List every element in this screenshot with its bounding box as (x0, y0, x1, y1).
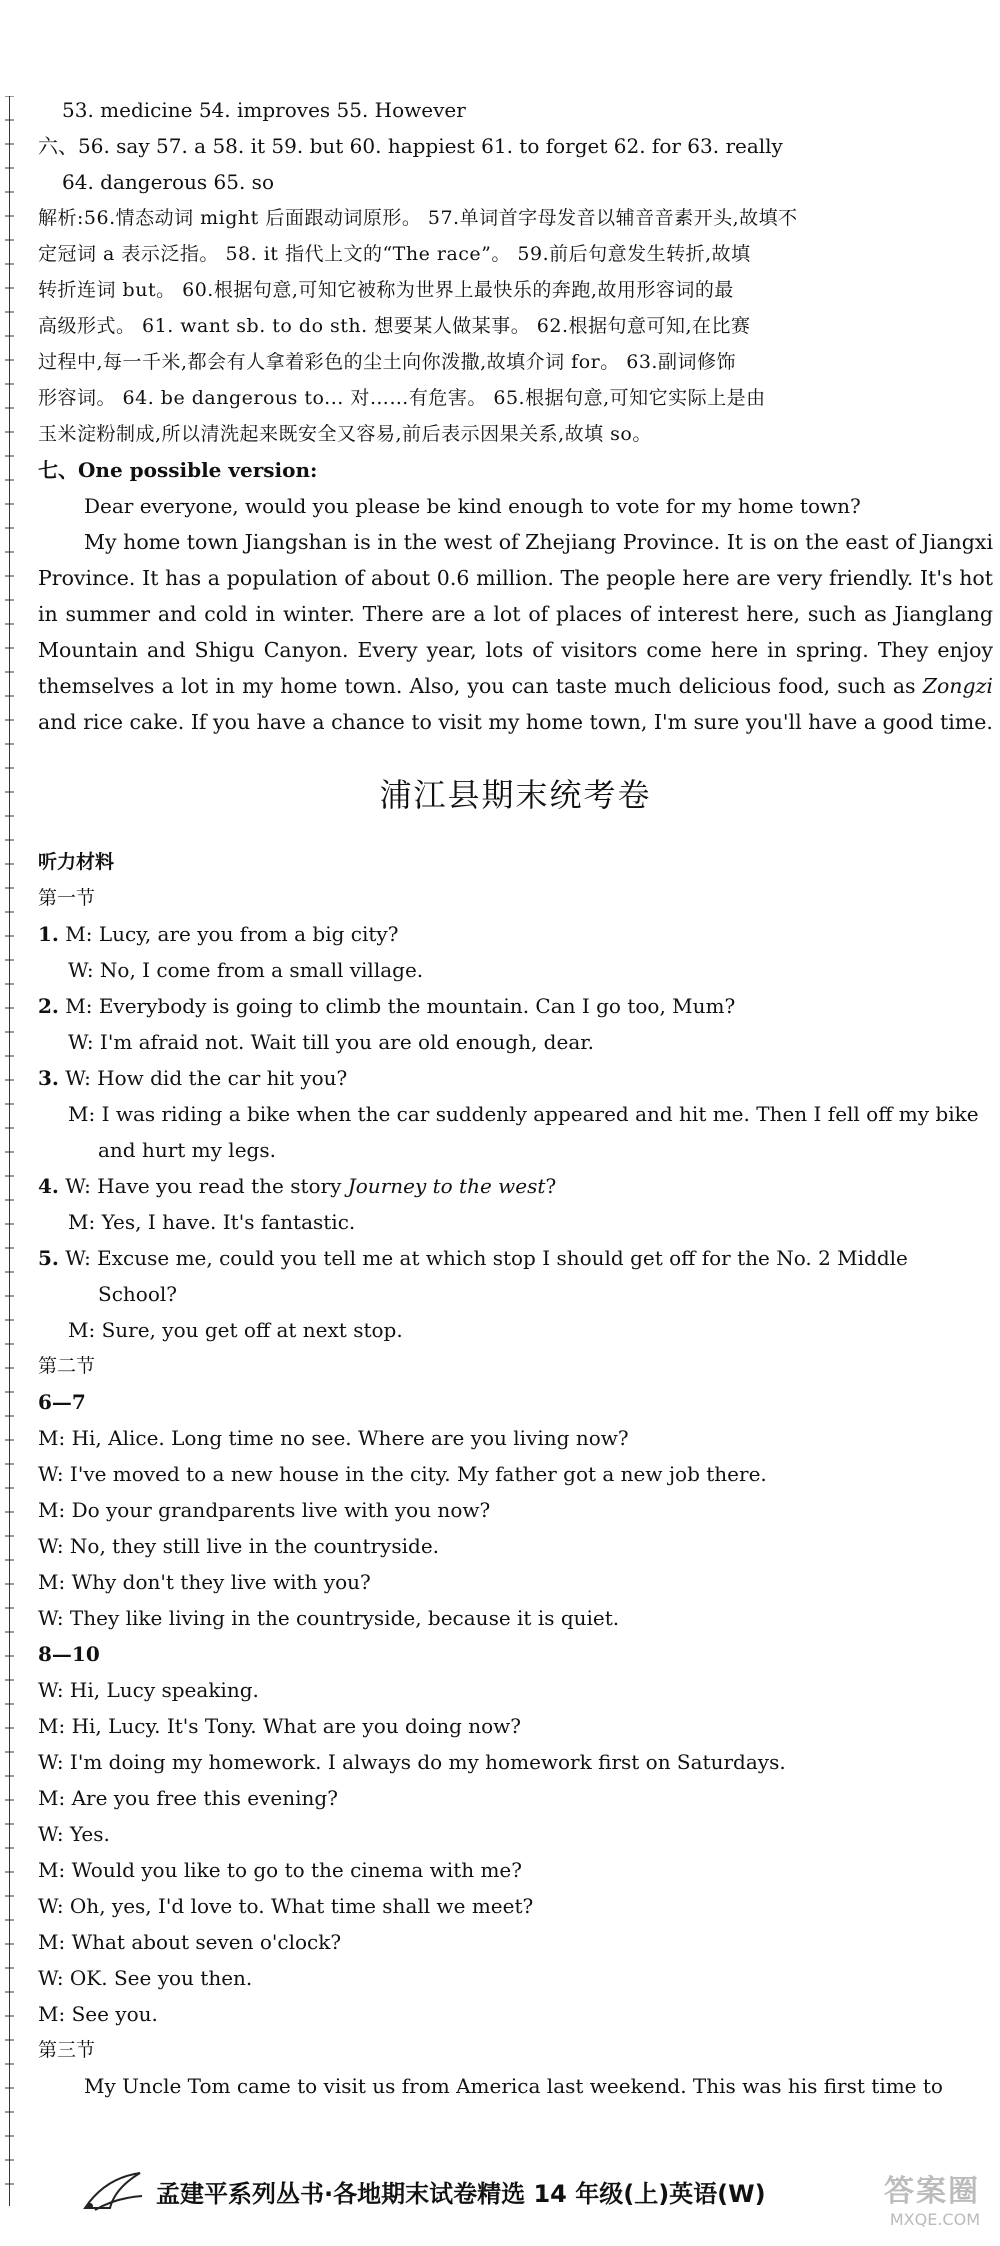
section-7-heading: 七、One possible version: (38, 458, 318, 482)
analysis-block (38, 200, 993, 452)
analysis-line: 转折连词 but。 60.根据句意,可知它被称为世界上最快乐的奔跑,故用形容词的最 (38, 279, 734, 301)
exam-title: 浦江县期末统考卷 (379, 776, 652, 814)
page-content (38, 92, 993, 2104)
dialog-line: 1. M: Lucy, are you from a big city? (38, 922, 399, 946)
dialog-line: 3. W: How did the car hit you? (38, 1066, 348, 1090)
dialog-line: 2. M: Everybody is going to climb the mountain. Can I go too, Mum? (38, 994, 736, 1018)
analysis-line: 定冠词 a 表示泛指。 58. it 指代上文的“The race”。 59.前后句意发生转折,故填 (38, 243, 751, 265)
analysis-line: 高级形式。 61. want sb. to do sth. 想要某人做某事。 62.根据句意可知,在比赛 (38, 315, 751, 337)
watermark-url: MXQE.COM (889, 2210, 980, 2229)
part-2-heading: 第二节 (38, 1355, 96, 1377)
dialog-line: M: See you. (38, 2002, 158, 2026)
dialog-6-7 (38, 1420, 993, 1636)
group-6-7: 6—7 (38, 1390, 86, 1414)
dialog-line: W: I've moved to a new house in the city. My father got a new job there. (38, 1462, 767, 1486)
group-8-10: 8—10 (38, 1642, 100, 1666)
dialog-line: M: Do your grandparents live with you now? (38, 1498, 491, 1522)
dialog-line: W: OK. See you then. (38, 1966, 253, 1990)
analysis-line: 玉米淀粉制成,所以清洗起来既安全又容易,前后表示因果关系,故填 so。 (38, 423, 652, 445)
dialog-line: M: Why don't they live with you? (38, 1570, 371, 1594)
part-3-text: My Uncle Tom came to visit us from America last weekend. This was his first time to (84, 2074, 943, 2098)
answer-line-1: 53. medicine 54. improves 55. However (62, 98, 466, 122)
page-footer (60, 2162, 990, 2229)
dialog-line: M: Are you free this evening? (38, 1786, 338, 1810)
dialog-line: M: Hi, Alice. Long time no see. Where are you living now? (38, 1426, 629, 1450)
watermark (884, 2166, 980, 2229)
answer-line-2: 六、56. say 57. a 58. it 59. but 60. happiest 61. to forget 62. for 63. really (38, 134, 783, 158)
dialog-line: 5. W: Excuse me, could you tell me at which stop I should get off for the No. 2 Middle (38, 1246, 908, 1270)
cut-ticks (4, 96, 16, 2196)
binding-cut-line (4, 96, 16, 2206)
dialog-line: M: Hi, Lucy. It's Tony. What are you doing now? (38, 1714, 522, 1738)
dialog-line: W: No, they still live in the countryside. (38, 1534, 440, 1558)
dialog-line: W: I'm doing my homework. I always do my homework first on Saturdays. (38, 1750, 786, 1774)
footer-series-text: 孟建平系列丛书·各地期末试卷精选 14 年级(上)英语(W) (156, 2180, 766, 2208)
dialog-line: W: Oh, yes, I'd love to. What time shall we meet? (38, 1894, 534, 1918)
dialog-line: M: What about seven o'clock? (38, 1930, 342, 1954)
listening-heading: 听力材料 (38, 851, 115, 873)
dialog-line: M: I was riding a bike when the car suddenly appeared and hit me. Then I fell off my bike (68, 1102, 979, 1126)
essay-greeting: Dear everyone, would you please be kind enough to vote for my home town? (84, 494, 861, 518)
analysis-line: 解析:56.情态动词 might 后面跟动词原形。 57.单词首字母发音以辅音音素开头,故填不 (38, 207, 798, 229)
dialog-line: M: Sure, you get off at next stop. (68, 1318, 403, 1342)
dialog-line: M: Would you like to go to the cinema with me? (38, 1858, 522, 1882)
dialog-line: 4. W: Have you read the story Journey to the west? (38, 1174, 557, 1198)
dialog-line: School? (98, 1282, 177, 1306)
dialog-line: W: I'm afraid not. Wait till you are old enough, dear. (68, 1030, 594, 1054)
analysis-line: 过程中,每一千米,都会有人拿着彩色的尘土向你泼撒,故填介词 for。 63.副词修饰 (38, 351, 736, 373)
dialog-8-10 (38, 1672, 993, 2032)
part-1-heading: 第一节 (38, 887, 96, 909)
part-3-heading: 第三节 (38, 2039, 96, 2061)
essay-text-1: My home town Jiangshan is in the west of Zhejiang Province. It is on the east of Jiangxi Province. It has a population of about 0.6 million. The people here are very friendly. It's hot in summer and cold in winter. There are a lot of places of interest here, such as Jianglang Mountain and Shigu Canyon. Every year, lots of visitors come here in spring. They enjoy themselves a lot in my home town. Also, you can taste much delicious food, such as (38, 530, 993, 698)
dialog-line: W: No, I come from a small village. (68, 958, 424, 982)
essay-text-2: and rice cake. If you have a chance to visit my home town, I'm sure you'll have a good time. (38, 710, 993, 734)
publisher-logo-icon (80, 2168, 150, 2222)
watermark-brand: 答案圈 (884, 2174, 980, 2209)
dialog-line: W: Hi, Lucy speaking. (38, 1678, 259, 1702)
essay-zongzi: Zongzi (922, 674, 993, 698)
answer-line-3: 64. dangerous 65. so (62, 170, 274, 194)
dialog-line: and hurt my legs. (98, 1138, 276, 1162)
analysis-line: 形容词。 64. be dangerous to... 对……有危害。 65.根据句意,可知它实际上是由 (38, 387, 766, 409)
dialog-line: M: Yes, I have. It's fantastic. (68, 1210, 356, 1234)
dialog-line: W: They like living in the countryside, because it is quiet. (38, 1606, 620, 1630)
essay-body (38, 524, 993, 740)
dialog-line: W: Yes. (38, 1822, 110, 1846)
